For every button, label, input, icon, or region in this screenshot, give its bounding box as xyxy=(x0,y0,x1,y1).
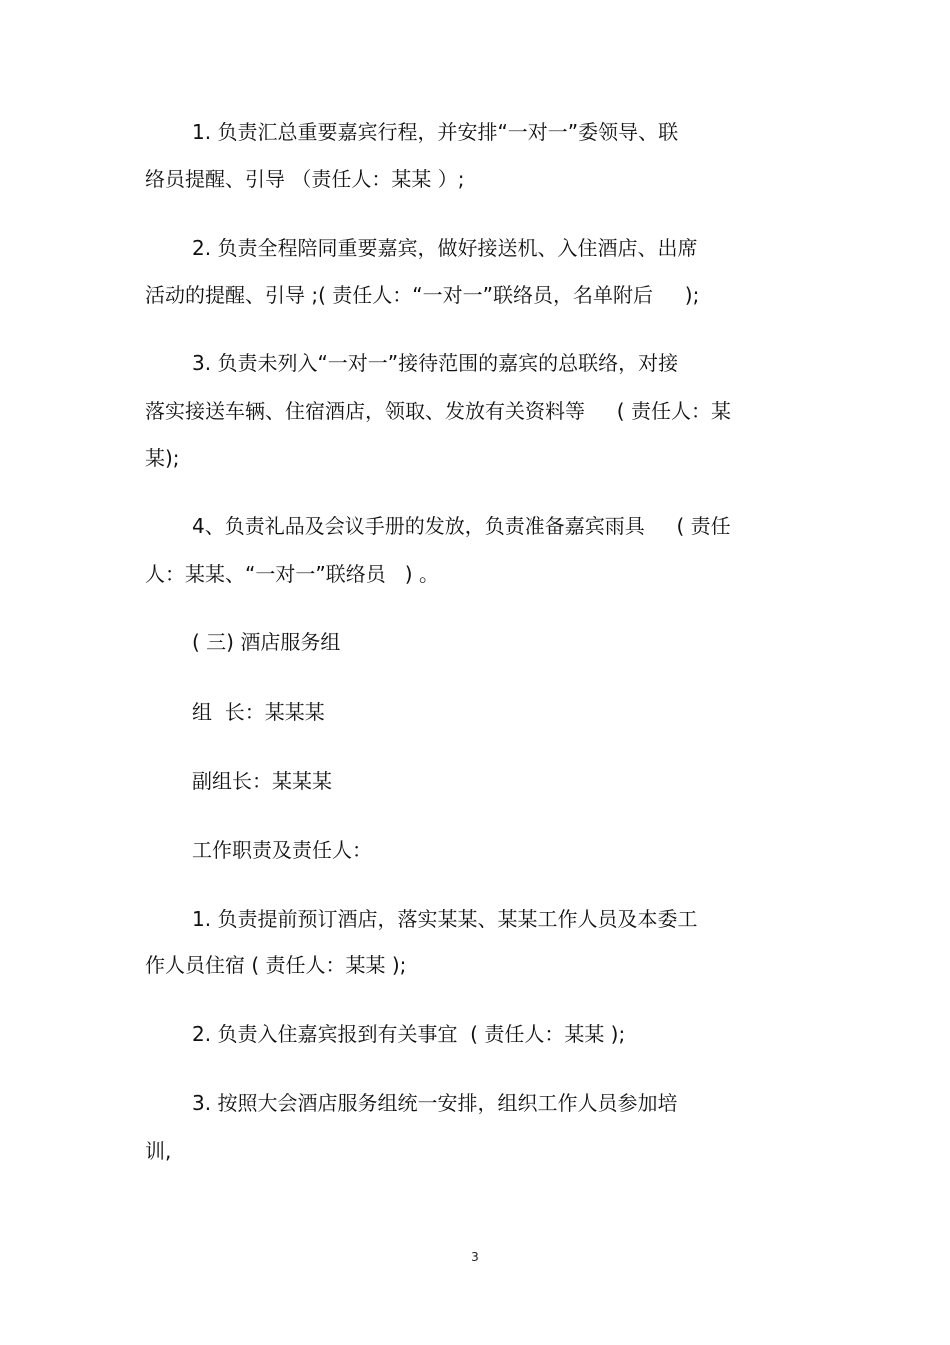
text-line: 2. 负责入住嘉宾报到有关事宜 ( 责任人：某某 ); xyxy=(192,1022,626,1046)
text-line: 落实接送车辆、住宿酒店，领取、发放有关资料等 ( 责任人：某 xyxy=(145,399,731,423)
text-line: 工作职责及责任人： xyxy=(192,838,372,862)
text-line: 副组长：某某某 xyxy=(192,769,332,793)
page-number: 3 xyxy=(471,1250,479,1264)
text-line: 络员提醒、引导 （责任人：某某 ）; xyxy=(145,167,465,191)
text-line: 活动的提醒、引导 ;( 责任人：“一对一”联络员，名单附后 ); xyxy=(145,283,700,307)
text-line: 4、负责礼品及会议手册的发放，负责准备嘉宾雨具 ( 责任 xyxy=(192,514,731,538)
section-heading: ( 三) 酒店服务组 xyxy=(192,630,341,654)
text-line: 1. 负责提前预订酒店，落实某某、某某工作人员及本委工 xyxy=(192,907,698,931)
text-line: 2. 负责全程陪同重要嘉宾，做好接送机、入住酒店、出席 xyxy=(192,236,698,260)
text-line: 3. 按照大会酒店服务组统一安排，组织工作人员参加培 xyxy=(192,1091,678,1115)
text-line: 3. 负责未列入“一对一”接待范围的嘉宾的总联络，对接 xyxy=(192,351,679,375)
text-line: 人：某某、“一对一”联络员 ) 。 xyxy=(145,562,439,586)
text-line: 训, xyxy=(145,1139,172,1163)
text-line: 某); xyxy=(145,446,180,470)
text-line: 组 长：某某某 xyxy=(192,700,325,724)
text-line: 1. 负责汇总重要嘉宾行程，并安排“一对一”委领导、联 xyxy=(192,120,679,144)
text-line: 作人员住宿 ( 责任人：某某 ); xyxy=(145,953,407,977)
